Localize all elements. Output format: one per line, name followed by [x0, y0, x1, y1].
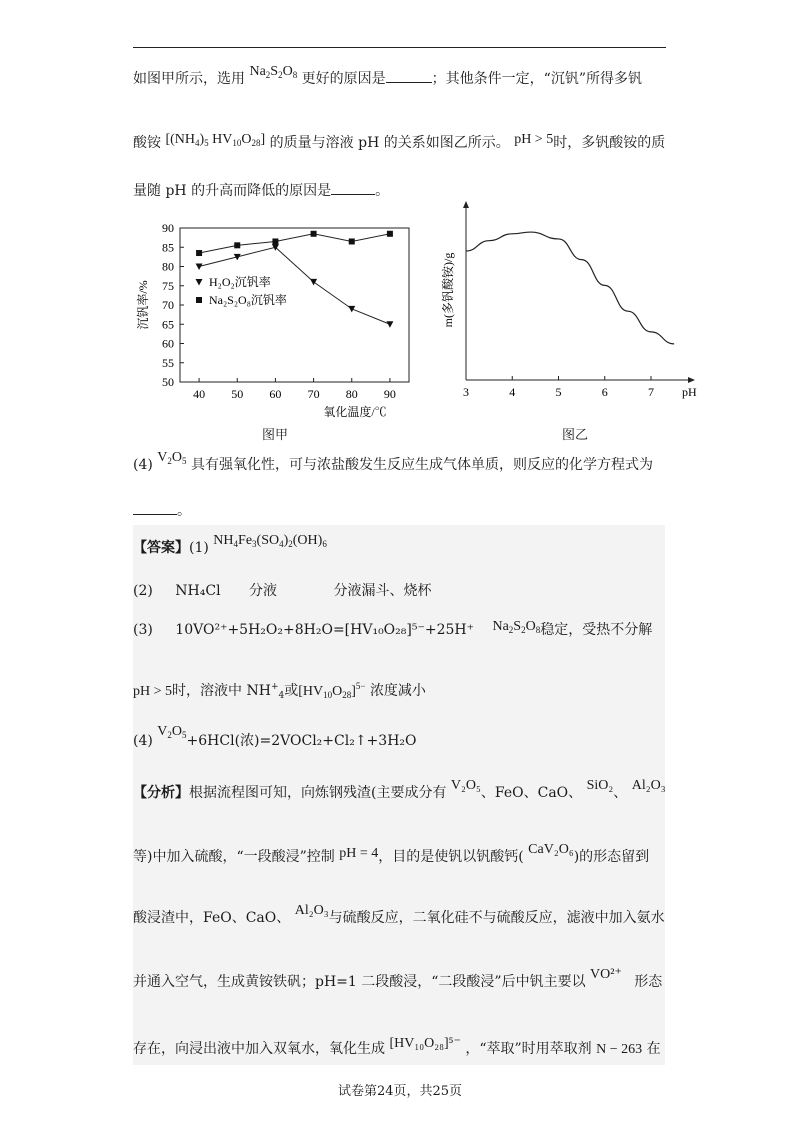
- y-tick-label: 70: [162, 298, 174, 312]
- legend-label: Na₂S₂O₈沉钒率: [209, 293, 287, 307]
- y-tick-label: 50: [162, 375, 174, 389]
- ph-condition: pH > 5: [133, 684, 173, 699]
- text: 。: [177, 503, 191, 519]
- chart-yi-caption: 图乙: [562, 428, 589, 443]
- text: 分液漏斗、烧杯: [333, 583, 432, 599]
- formula: V₂O₅: [450, 778, 481, 793]
- analysis-line-3: [133, 903, 693, 929]
- data-point-square: [272, 238, 278, 244]
- x-tick-label: 50: [231, 387, 244, 401]
- x-tick-label: 70: [307, 387, 320, 401]
- text: 、FeO、CaO、: [480, 785, 583, 801]
- data-point-triangle: [348, 306, 355, 313]
- text: 存在，向浸出液中加入双氧水，氧化生成: [133, 1041, 385, 1057]
- y-axis-label: m(多钒酸铵)/g: [441, 252, 455, 328]
- series-line: [199, 234, 390, 253]
- answer-line-4: [133, 724, 693, 752]
- text: 的质量与溶液 pH 的关系如图乙所示。: [269, 135, 510, 151]
- text: 与硫酸反应，二氧化硅不与硫酸反应，滤液中加入氨水: [328, 910, 665, 926]
- text: (1): [189, 540, 209, 556]
- x-tick-label: 4: [509, 385, 516, 399]
- text: 等)中加入硫酸，“一段酸浸”控制: [133, 849, 335, 865]
- data-point-square: [196, 250, 202, 256]
- y-tick-label: 55: [162, 355, 174, 370]
- text: 如图甲所示，选用: [133, 71, 245, 87]
- answer-line-2: [133, 581, 693, 601]
- answer-label: 【答案】: [133, 540, 189, 556]
- x-axis-arrow: [688, 377, 695, 383]
- text: 或: [284, 683, 299, 699]
- answer-blank[interactable]: [331, 180, 375, 195]
- data-point-triangle: [196, 264, 203, 271]
- x-tick-label: 7: [648, 385, 654, 399]
- text: (3): [133, 622, 153, 638]
- legend-marker-triangle: [196, 279, 203, 286]
- y-tick-label: 80: [162, 259, 174, 274]
- x-tick-label: 60: [269, 387, 282, 401]
- analysis-line-5: [133, 1036, 693, 1060]
- chart-yi: [440, 200, 700, 415]
- equation: 10VO²⁺+5H₂O₂+8H₂O=[HV₁₀O₂₈]⁵⁻+25H⁺: [175, 622, 474, 638]
- formula-v2o5: $V_2O_5$: [157, 724, 187, 740]
- text: 稳定，受热不分解: [540, 622, 653, 638]
- data-point-square: [349, 238, 355, 244]
- y-tick-label: 75: [162, 278, 174, 293]
- text: 酸铵: [133, 135, 161, 151]
- text: 形态: [634, 974, 663, 990]
- text: ；其他条件一定，“沉钒”所得多钒: [431, 71, 642, 87]
- formula-ammonium-polyvanadate: [$(NH_4)_5$ $HV_{10}O_{28}$]: [165, 132, 266, 148]
- extractant: N − 263: [596, 1042, 643, 1057]
- y-tick-label: 60: [162, 336, 174, 351]
- ion: VO²⁺: [590, 967, 622, 982]
- question-number: (4): [133, 457, 153, 473]
- x-tick-label: 80: [345, 387, 358, 401]
- answer-line-1: [133, 533, 693, 559]
- text: 时，溶液中 NH: [172, 683, 271, 699]
- answer-blank[interactable]: [386, 68, 432, 83]
- x-tick-label: 90: [383, 387, 396, 401]
- legend-label: H₂O₂沉钒率: [209, 275, 271, 289]
- analysis-label: 【分析】: [133, 785, 189, 801]
- text: (4): [133, 733, 153, 749]
- question-line-3: [133, 180, 693, 201]
- data-point-triangle: [386, 321, 393, 328]
- data-point-square: [234, 242, 240, 248]
- x-tick-label: 6: [601, 385, 608, 399]
- top-rule: [133, 47, 666, 48]
- text: 时，多钒酸铵的质: [553, 135, 666, 151]
- text: ，“萃取”时用萃取剂: [465, 1041, 592, 1057]
- data-point-square: [387, 231, 393, 237]
- analysis-line-1: [133, 778, 693, 804]
- formula-v2o5: $V_2O_5$: [157, 450, 187, 466]
- analysis-line-2: [133, 842, 693, 868]
- question-4: [133, 450, 693, 476]
- formula-jarosite: $NH_4Fe_3(SO_4)_2(OH)_6$: [213, 533, 327, 549]
- formula: Al₂O₃: [631, 778, 666, 793]
- formula: Al₂O₃: [294, 903, 329, 918]
- x-tick-label: 40: [193, 387, 206, 401]
- page-footer: 试卷第24页，共25页: [337, 1084, 463, 1099]
- question-line-2: [133, 133, 693, 154]
- x-tick-label: 5: [555, 385, 562, 399]
- y-tick-label: 65: [162, 317, 174, 332]
- x-axis-label: pH: [682, 385, 697, 399]
- y-axis-label: 沉钒率/%: [136, 280, 150, 330]
- ph-condition: pH > 5: [514, 132, 554, 147]
- text: 。: [375, 183, 390, 199]
- text: NH₄Cl: [175, 583, 221, 599]
- formula-hv10o28: $[HV_{10}O_{28}]^{5-}$: [298, 681, 366, 700]
- text: (2): [133, 583, 153, 599]
- text: 酸浸渣中，FeO、CaO、: [133, 910, 291, 926]
- ph-condition: pH = 4: [339, 846, 379, 861]
- x-axis-label: 氧化温度/℃: [323, 405, 387, 419]
- question-line-1: [133, 64, 693, 90]
- chart-jia: [133, 212, 423, 442]
- answer-line-3b: pH > 5时，溶液中 $NH^+_4$或$[HV_{10}O_{28}]^{5-}$ 浓度减小: [133, 681, 426, 701]
- analysis-line-4: [133, 967, 693, 993]
- formula: SiO₂: [586, 778, 614, 793]
- formula: CaV₂O₆: [528, 842, 574, 857]
- question-text: 具有强氧化性，可与浓盐酸发生反应生成气体单质，则反应的化学方程式为: [191, 457, 653, 473]
- question-4-blank-line: [133, 500, 693, 521]
- legend-marker-square: [196, 297, 202, 303]
- y-tick-label: 85: [162, 240, 174, 255]
- text: 并通入空气，生成黄铵铁矾；pH=1 二段酸浸，“二段酸浸”后中钒主要以: [133, 974, 586, 990]
- equation: +6HCl(浓)=2VOCl₂+Cl₂↑+3H₂O: [186, 733, 417, 749]
- x-tick-label: 3: [463, 385, 469, 399]
- formula-na2s2o8: $Na_2S_2O_8$: [492, 619, 541, 635]
- formula-na2s2o8: $Na_2S_2O_8$: [249, 64, 298, 80]
- text: ，目的是使钒以钒酸钙(: [378, 849, 524, 865]
- data-point-square: [311, 231, 317, 237]
- text: 更好的原因是: [301, 71, 386, 87]
- answer-line-3: [133, 620, 693, 641]
- text: 浓度减小: [369, 683, 426, 699]
- ion: [HV₁₀O₂₈]⁵⁻: [389, 1036, 461, 1051]
- data-point-triangle: [310, 279, 317, 286]
- text: 、: [613, 785, 628, 801]
- y-tick-label: 90: [162, 221, 174, 235]
- text: )的形态留到: [573, 849, 650, 865]
- answer-blank[interactable]: [133, 500, 177, 515]
- chart-jia-caption: 图甲: [262, 428, 289, 443]
- y-axis-arrow: [463, 201, 469, 208]
- text: 分液: [249, 583, 278, 599]
- series-curve: [466, 232, 674, 344]
- text: 在: [646, 1041, 661, 1057]
- text: 量随 pH 的升高而降低的原因是: [133, 183, 332, 199]
- text: 根据流程图可知，向炼钢残渣(主要成分有: [189, 785, 447, 801]
